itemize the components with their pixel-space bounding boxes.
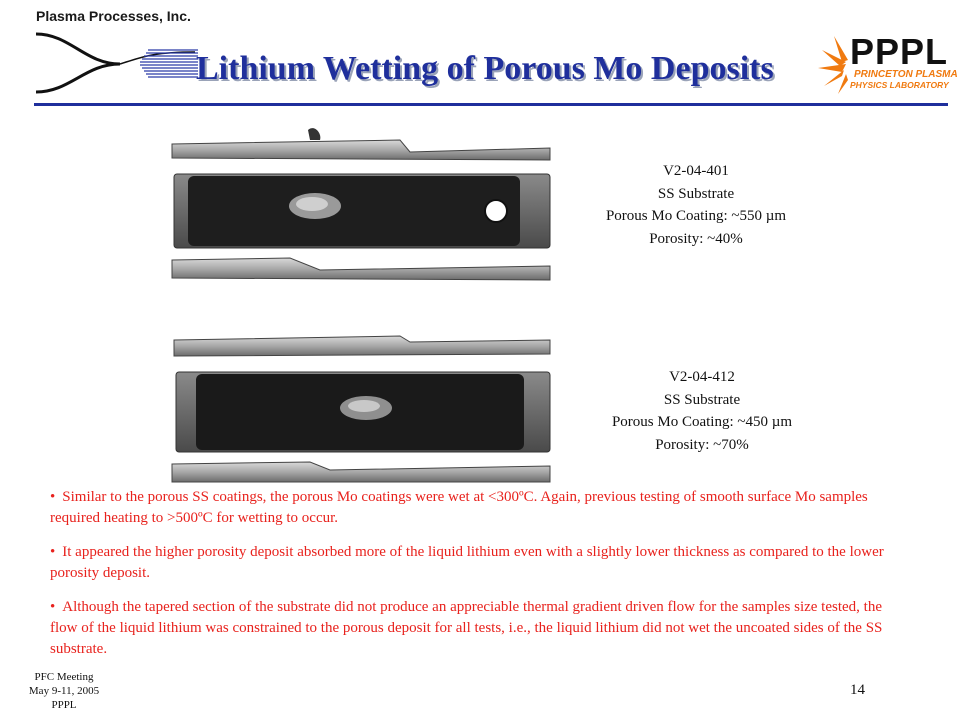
title-rule bbox=[34, 103, 948, 106]
sample-2-substrate: SS Substrate bbox=[663, 391, 741, 408]
plasma-processes-logo bbox=[30, 28, 200, 96]
sample-1-photo bbox=[172, 128, 550, 280]
sample-1-porosity: Porosity: ~40% bbox=[649, 230, 743, 247]
slide-title: Lithium Wetting of Porous Mo Deposits bbox=[196, 50, 774, 87]
footer-date: May 9-11, 2005 bbox=[28, 685, 100, 697]
footer-org: PPPL bbox=[51, 699, 77, 711]
company-name: Plasma Processes, Inc. bbox=[36, 8, 191, 24]
sample-1-caption bbox=[566, 160, 826, 250]
sample-2-coating: Porous Mo Coating: ~450 µm bbox=[611, 414, 793, 430]
page-number: 14 bbox=[850, 682, 865, 698]
sample-2-porosity: Porosity: ~70% bbox=[655, 436, 749, 453]
pppl-logo bbox=[812, 28, 958, 98]
sample-1-id: V2-04-401 bbox=[663, 163, 729, 179]
pppl-logo-subtext-1: PRINCETON PLASMA bbox=[854, 69, 958, 80]
bullet-item: • Similar to the porous SS coatings, the porous Mo coatings were wet at <300ºC. Again, previous testing of smooth surface Mo samples required heating to >500ºC for wetting to occur. bbox=[50, 487, 912, 529]
sample-photograph bbox=[160, 118, 560, 490]
pppl-logo-subtext-2: PHYSICS LABORATORY bbox=[850, 80, 949, 90]
sample-2-photo bbox=[172, 336, 550, 482]
sample-1-coating: Porous Mo Coating: ~550 µm bbox=[605, 208, 787, 224]
sunburst-icon bbox=[818, 36, 848, 94]
footer-meeting: PFC Meeting bbox=[34, 671, 94, 683]
bullet-list bbox=[50, 487, 912, 673]
bullet-item: • It appeared the higher porosity deposit absorbed more of the liquid lithium even with a slightly lower thickness as compared to the lower porosity deposit. bbox=[50, 542, 912, 584]
pppl-logo-text: PPPL bbox=[850, 31, 949, 72]
footer-info bbox=[18, 670, 110, 712]
sample-2-id: V2-04-412 bbox=[669, 369, 735, 385]
sample-2-caption bbox=[572, 366, 832, 456]
bullet-item: • Although the tapered section of the substrate did not produce an appreciable thermal gradient driven flow for the samples size tested, the flow of the liquid lithium was constrained to the porous deposit for all tests, i.e., the liquid lithium did not wet the uncoated sides of the SS substrate. bbox=[50, 597, 912, 660]
sample-1-substrate: SS Substrate bbox=[657, 185, 735, 202]
